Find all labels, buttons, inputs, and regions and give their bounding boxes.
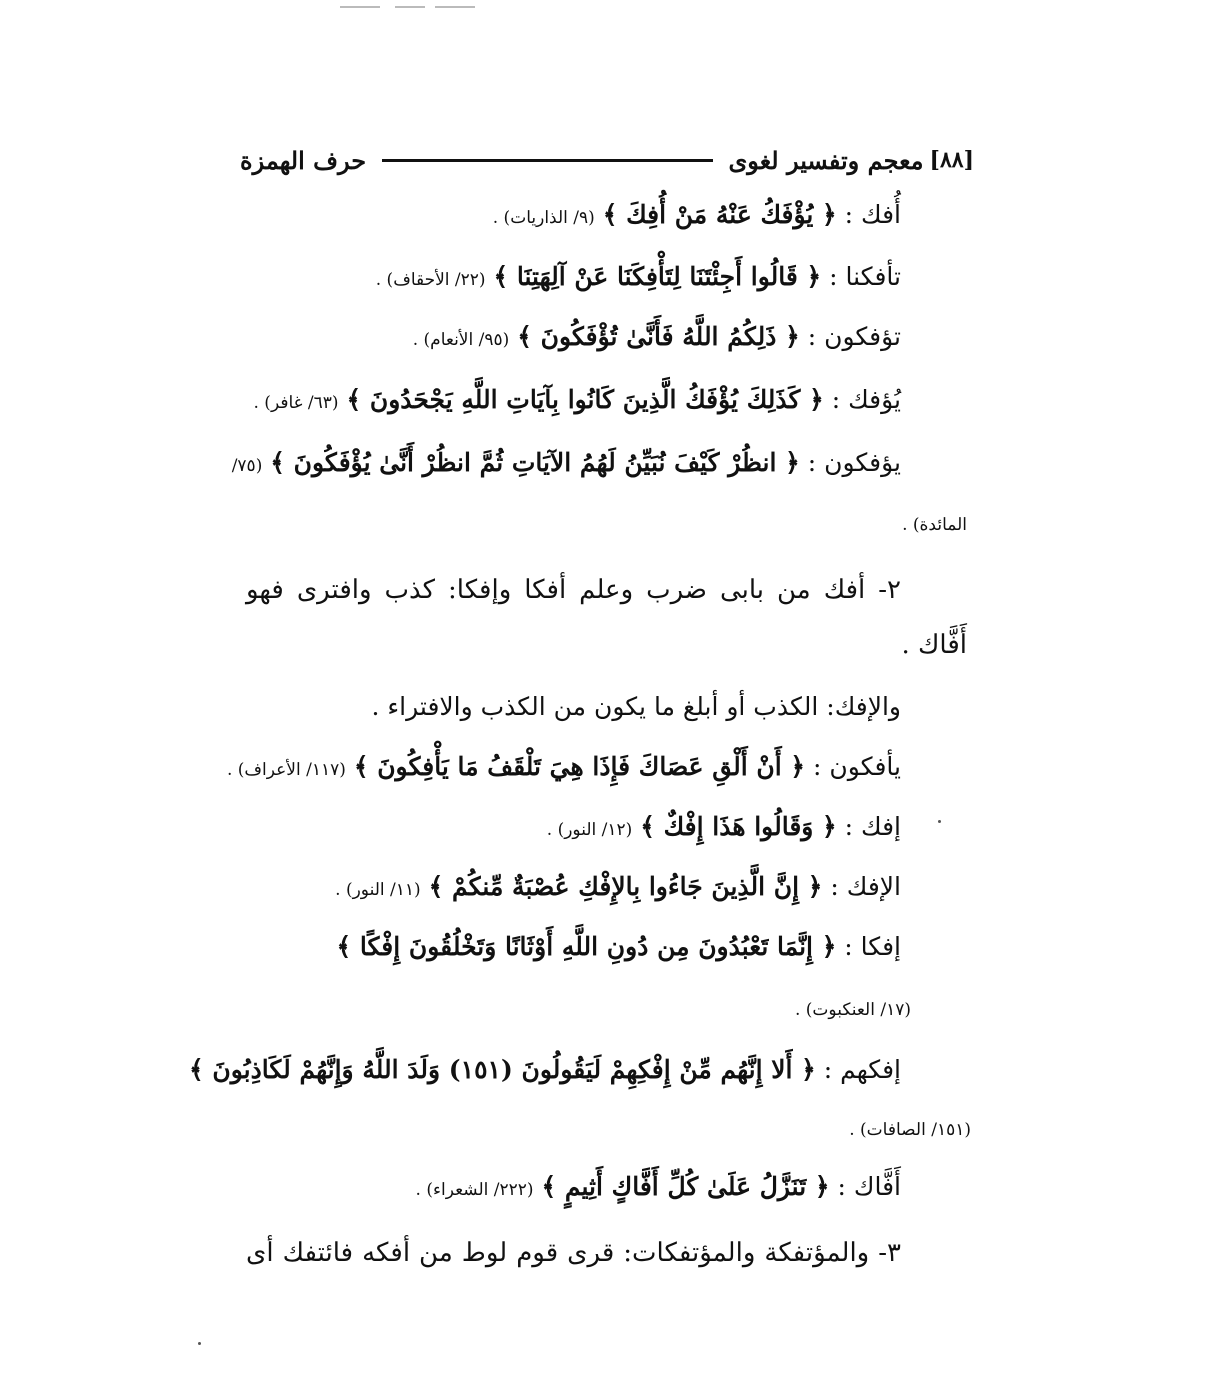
scan-artifact — [435, 6, 475, 8]
entry-term: تأفكنا : — [829, 262, 901, 291]
entry-ref: (١٢/ النور) . — [546, 820, 633, 840]
paragraph-3-line-1: ٣- والمؤتفكة والمؤتفكات: قرى قوم لوط من أفكه فائتفك أى — [246, 1238, 901, 1268]
entry-ref: (٧٥/ — [231, 456, 263, 476]
entry-term: يُؤفك : — [831, 385, 901, 414]
entry-line — [189, 1055, 901, 1084]
entry-ref: (١٥١/ الصافات) . — [849, 1120, 971, 1140]
entry-ref: (٢٢/ الأحقاف) . — [375, 270, 486, 290]
entry-verse: ﴿ وَقَالُوا هَذَا إِفْكٌ ﴾ — [640, 812, 837, 841]
entry-term: أُفك : — [844, 200, 901, 229]
entry-verse: ﴿ إِنَّمَا تَعْبُدُونَ مِن دُونِ اللَّهِ أَوْثَانًا وَتَخْلُقُونَ إِفْكًا ﴾ — [336, 932, 837, 961]
entry-line — [416, 1172, 901, 1201]
scan-speck — [198, 1342, 201, 1345]
entry-verse: ﴿ أَلا إِنَّهُم مِّنْ إِفْكِهِمْ لَيَقُولُونَ (١٥١) وَلَدَ اللَّهُ وَإِنَّهُمْ لَكَاذِبُونَ ﴾ — [189, 1055, 816, 1084]
entry-line — [254, 385, 902, 414]
entry-verse: ﴿ تَنَزَّلُ عَلَىٰ كُلِّ أَفَّاكٍ أَثِيمٍ ﴾ — [541, 1172, 830, 1201]
entry-line — [337, 932, 901, 961]
entry-ref: (١١/ النور) . — [335, 880, 421, 900]
paragraph-2-line-2: أَفَّاك . — [901, 630, 967, 660]
entry-ref: (٩/ الذاريات) . — [492, 208, 595, 228]
entry-term: يأفكون : — [813, 752, 901, 781]
paragraph-2-line-1: ٢- أفك من بابى ضرب وعلم أفكا وإفكا: كذب وافترى فهو — [246, 575, 901, 605]
entry-verse: ﴿ أَنْ أَلْقِ عَصَاكَ فَإِذَا هِيَ تَلْقَفُ مَا يَأْفِكُونَ ﴾ — [353, 752, 806, 781]
entry-line — [335, 872, 901, 901]
definition-line: والإفك: الكذب أو أبلغ ما يكون من الكذب والافتراء . — [371, 692, 901, 721]
entry-ref-continuation: المائدة) . — [902, 515, 967, 535]
entry-line — [493, 200, 901, 229]
page-header — [240, 140, 974, 180]
section-title: حرف الهمزة — [240, 145, 367, 175]
header-rule — [382, 159, 712, 162]
scan-speck — [938, 820, 941, 823]
entry-term: تؤفكون : — [807, 322, 901, 351]
page-number: [٨٨] — [929, 147, 974, 173]
entry-ref: (٦٣/ غافر) . — [253, 393, 339, 413]
entry-term: يؤفكون : — [807, 448, 901, 477]
entry-line — [547, 812, 901, 841]
entry-line — [232, 448, 901, 477]
entry-verse: ﴿ كَذَلِكَ يُؤْفَكُ الَّذِينَ كَانُوا بِآيَاتِ اللَّهِ يَجْحَدُونَ ﴾ — [346, 385, 824, 414]
entry-line — [227, 752, 901, 781]
entry-line — [413, 322, 901, 351]
entry-term: أَفَّاك : — [837, 1172, 901, 1201]
entry-verse: ﴿ انظُرْ كَيْفَ نُبَيِّنُ لَهُمُ الآيَاتِ ثُمَّ انظُرْ أَنَّىٰ يُؤْفَكُونَ ﴾ — [270, 448, 800, 477]
entry-ref: (١٧/ العنكبوت) . — [794, 1000, 911, 1020]
scan-artifact — [340, 6, 380, 8]
book-title: معجم وتفسير لغوى — [728, 145, 924, 175]
entry-term: إفكهم : — [823, 1055, 901, 1084]
entry-ref: (٢٢٢/ الشعراء) . — [415, 1180, 534, 1200]
entry-line — [376, 262, 901, 291]
entry-verse: ﴿ إِنَّ الَّذِينَ جَاءُوا بِالإِفْكِ عُصْبَةٌ مِّنكُمْ ﴾ — [428, 872, 823, 901]
entry-verse: ﴿ يُؤْفَكُ عَنْهُ مَنْ أُفِكَ ﴾ — [602, 200, 837, 229]
scan-artifact — [395, 6, 425, 8]
entry-term: إفك : — [844, 812, 901, 841]
entry-ref: (١١٧/ الأعراف) . — [226, 760, 346, 780]
entry-verse: ﴿ ذَلِكُمُ اللَّهُ فَأَنَّىٰ تُؤْفَكُونَ ﴾ — [517, 322, 800, 351]
entry-term: الإفك : — [830, 872, 901, 901]
entry-term: إفكا : — [844, 932, 901, 961]
entry-ref: (٩٥/ الأنعام) . — [412, 330, 510, 350]
entry-verse: ﴿ قَالُوا أَجِئْتَنَا لِتَأْفِكَنَا عَنْ آلِهَتِنَا ﴾ — [493, 262, 822, 291]
